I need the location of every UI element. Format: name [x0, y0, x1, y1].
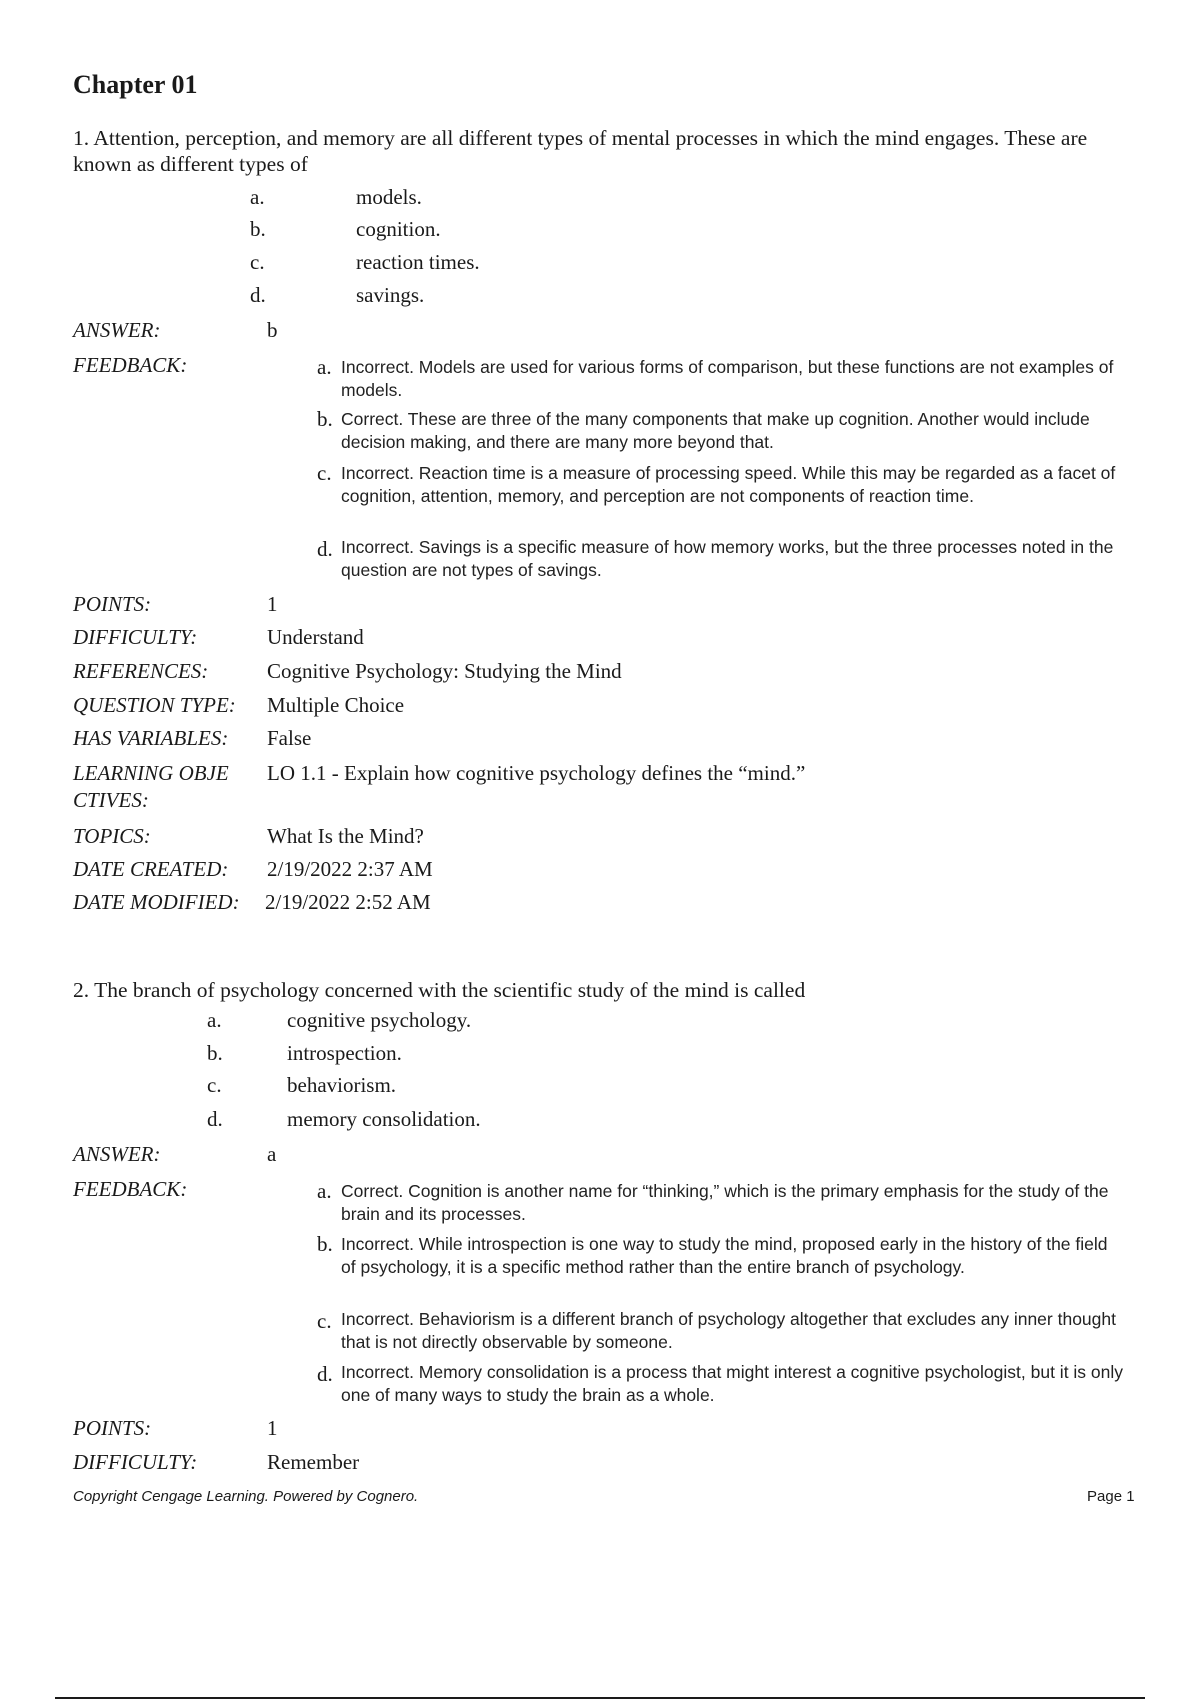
q2-option-letter: b.	[207, 1041, 223, 1065]
q1-option-letter: b.	[250, 217, 266, 241]
q2-points-value: 1	[267, 1416, 278, 1440]
q1-learning-objectives-label: LEARNING OBJE	[73, 761, 229, 785]
question-2-stem: 2. The branch of psychology concerned with the scientific study of the mind is called	[73, 978, 806, 1002]
q2-feedback-letter: d.	[317, 1362, 333, 1386]
q2-feedback-text: Correct. Cognition is another name for “thinking,” which is the primary emphasis for the study of the brain and its processes.	[341, 1181, 1109, 1224]
q1-references-label: REFERENCES:	[73, 659, 209, 683]
q2-difficulty-label: DIFFICULTY:	[73, 1450, 198, 1474]
q2-points-label: POINTS:	[73, 1416, 152, 1440]
q1-points-value: 1	[267, 592, 278, 616]
q1-option-letter: c.	[250, 250, 265, 274]
q2-feedback-text: Incorrect. While introspection is one way to study the mind, proposed early in the history of the field of psychology, it is a specific method rather than the entire branch of psychology.	[341, 1234, 1108, 1277]
q1-difficulty-value: Understand	[267, 625, 364, 649]
q2-feedback-label: FEEDBACK:	[73, 1177, 188, 1201]
q1-answer-label: ANSWER:	[73, 318, 161, 342]
q2-option-text: memory consolidation.	[287, 1107, 481, 1131]
q1-feedback-letter: c.	[317, 461, 332, 485]
q2-option-letter: c.	[207, 1073, 222, 1097]
q1-answer-value: b	[267, 318, 278, 342]
q2-difficulty-value: Remember	[267, 1450, 360, 1474]
q2-option-text: cognitive psychology.	[287, 1008, 472, 1032]
q1-option-letter: a.	[250, 185, 265, 209]
q1-question-type-label: QUESTION TYPE:	[73, 693, 236, 717]
q1-feedback-letter: b.	[317, 407, 333, 431]
q1-has-variables-label: HAS VARIABLES:	[73, 726, 229, 750]
q1-points-label: POINTS:	[73, 592, 152, 616]
q1-feedback-label: FEEDBACK:	[73, 353, 188, 377]
q1-feedback-text: Incorrect. Reaction time is a measure of processing speed. While this may be regarded as a facet of cognition, attention, memory, and perception are not components of reaction time.	[341, 463, 1116, 506]
q1-date-created-label: DATE CREATED:	[73, 857, 229, 881]
q2-answer-label: ANSWER:	[73, 1142, 161, 1166]
q1-option-text: cognition.	[356, 217, 441, 241]
footer-copyright: Copyright Cengage Learning. Powered by Cognero.	[73, 1488, 419, 1505]
q1-learning-objectives-label-cont: CTIVES:	[73, 788, 149, 812]
q2-feedback-letter: a.	[317, 1179, 332, 1203]
q2-feedback-letter: c.	[317, 1309, 332, 1333]
q2-feedback-text: Incorrect. Behaviorism is a different branch of psychology altogether that excludes any inner thought that is not directly observable by someone.	[341, 1309, 1116, 1352]
q1-option-text: models.	[356, 185, 422, 209]
q1-date-created-value: 2/19/2022 2:37 AM	[267, 857, 433, 881]
q1-topics-label: TOPICS:	[73, 824, 151, 848]
q1-references-value: Cognitive Psychology: Studying the Mind	[267, 659, 622, 683]
q1-learning-objectives-value: LO 1.1 - Explain how cognitive psychology defines the “mind.”	[267, 761, 806, 785]
q2-option-letter: d.	[207, 1107, 223, 1131]
q1-has-variables-value: False	[267, 726, 312, 750]
q1-option-text: reaction times.	[356, 250, 480, 274]
q1-feedback-text: Incorrect. Models are used for various forms of comparison, but these functions are not examples of models.	[341, 357, 1114, 400]
question-1-stem: 1. Attention, perception, and memory are all different types of mental processes in which the mind engages. These are known as different types of	[73, 126, 1088, 176]
q1-feedback-text: Correct. These are three of the many components that make up cognition. Another would include decision making, and there are many more beyond that.	[341, 409, 1090, 452]
q1-date-modified-value: 2/19/2022 2:52 AM	[265, 890, 431, 914]
chapter-title: Chapter 01	[73, 70, 198, 99]
q1-feedback-letter: d.	[317, 537, 333, 561]
q1-feedback-text: Incorrect. Savings is a specific measure of how memory works, but the three processes noted in the question are not types of savings.	[341, 537, 1114, 580]
q2-answer-value: a	[267, 1142, 277, 1166]
q2-feedback-letter: b.	[317, 1232, 333, 1256]
q1-question-type-value: Multiple Choice	[267, 693, 405, 717]
bottom-divider	[55, 1697, 1145, 1699]
q1-difficulty-label: DIFFICULTY:	[73, 625, 198, 649]
q1-option-letter: d.	[250, 283, 266, 307]
q2-option-letter: a.	[207, 1008, 222, 1032]
q1-date-modified-label: DATE MODIFIED:	[73, 890, 240, 914]
q2-option-text: introspection.	[287, 1041, 402, 1065]
q1-option-text: savings.	[356, 283, 425, 307]
q2-feedback-text: Incorrect. Memory consolidation is a process that might interest a cognitive psychologist, but it is only one of many ways to study the brain as a whole.	[341, 1362, 1124, 1405]
footer-page-number: Page 1	[1087, 1488, 1135, 1505]
q1-topics-value: What Is the Mind?	[267, 824, 424, 848]
q1-feedback-letter: a.	[317, 355, 332, 379]
q2-option-text: behaviorism.	[287, 1073, 397, 1097]
